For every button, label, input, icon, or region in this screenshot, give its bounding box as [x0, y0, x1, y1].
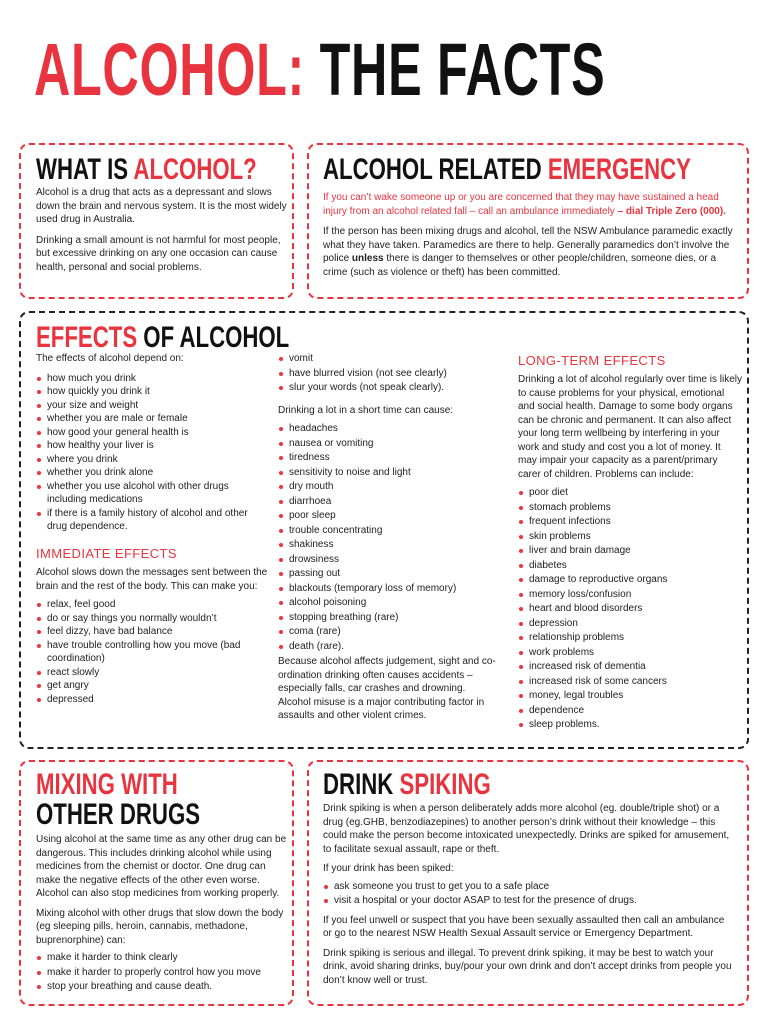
list-item: get angry — [36, 679, 268, 693]
list-item: whether you are male or female — [36, 412, 268, 426]
list-item: slur your words (not speak clearly). — [278, 381, 500, 396]
list-item: diabetes — [518, 559, 742, 574]
list-item: make it harder to properly control how you move — [36, 966, 290, 981]
list-item: diarrhoea — [278, 495, 500, 510]
list-item: how quickly you drink it — [36, 385, 268, 399]
mixing-para-1: Using alcohol at the same time as any other drug can be dangerous. This includes drinking alcohol while using medicines from the chemist or doctor. One drug can make the negative effects of the other even worse. Alcohol can also stop medicines from working properly. — [36, 834, 287, 899]
list-item: depression — [518, 617, 742, 632]
mixing-para-2: Mixing alcohol with other drugs that slow down the body (eg sleeping pills, heroin, cannabis, methadone, buprenorphine) can: — [36, 907, 284, 946]
immediate-effects-text — [36, 566, 268, 712]
what-is-para-2: Drinking a small amount is not harmful for most people, but excessive drinking on any one occasion can cause health, personal and social problems. — [36, 234, 281, 273]
what-is-alcohol-heading: WHAT IS ALCOHOL? — [36, 153, 257, 186]
spiking-list — [323, 880, 735, 909]
list-item: skin problems — [518, 530, 742, 545]
list-item: make it harder to think clearly — [36, 951, 290, 966]
list-item: frequent infections — [518, 515, 742, 530]
immediate-effects-heading: IMMEDIATE EFFECTS — [36, 546, 177, 561]
spiking-para-2: If your drink has been spiked: — [323, 863, 454, 874]
list-item: dry mouth — [278, 480, 500, 495]
list-item: tiredness — [278, 451, 500, 466]
list-item: poor diet — [518, 486, 742, 501]
title-part-2: THE FACTS — [319, 28, 606, 111]
list-item: whether you use alcohol with other drugs including medications — [36, 480, 268, 507]
list-item: have trouble controlling how you move (bad coordination) — [36, 639, 268, 666]
immediate-list — [36, 598, 268, 706]
long-term-list — [518, 486, 742, 733]
page-title — [34, 30, 605, 110]
list-item: damage to reproductive organs — [518, 573, 742, 588]
depend-on-list — [36, 372, 268, 534]
emergency-text — [323, 191, 733, 286]
spiking-para-1: Drink spiking is when a person deliberately adds more alcohol (eg. double/triple shot) or a drug (eg.GHB, benzodiazepines) to another person’s drink without their knowledge – this could make the person become intoxicated unexpectedly. Drinks are spiked for amusement, to facilitate sexual assault, rape or theft. — [323, 803, 730, 855]
drink-spiking-heading: DRINK SPIKING — [323, 768, 491, 801]
list-item: headaches — [278, 422, 500, 437]
list-item: depressed — [36, 693, 268, 707]
immediate-continued-list — [278, 352, 500, 396]
list-item: your size and weight — [36, 399, 268, 413]
list-item: where you drink — [36, 453, 268, 467]
emergency-alert: If you can’t wake someone up or you are concerned that they may have sustained a head injury from an alcohol related fall – call an ambulance immediately – dial Triple Zero (000). — [323, 192, 726, 217]
short-time-intro: Drinking a lot in a short time can cause: — [278, 404, 454, 416]
long-term-intro: Drinking a lot of alcohol regularly over time is likely to cause problems for your physical, emotional and social health. Damage to some body organs can be chronic and permanent. It can also affect your long term wellbeing by interfering in your work and study and cost you a lot of money. It may impair your capacity as a parent/primary carer of children. Problems can include: — [518, 374, 742, 480]
judgement-text: Because alcohol affects judgement, sight and co-ordination drinking often causes accidents – especially falls, car crashes and drowning. Alcohol misuse is a major contributing factor in assaults and other violent crimes. — [278, 656, 496, 721]
list-item: alcohol poisoning — [278, 596, 500, 611]
list-item: have blurred vision (not see clearly) — [278, 367, 500, 382]
effects-intro: The effects of alcohol depend on: — [36, 353, 184, 364]
list-item: work problems — [518, 646, 742, 661]
list-item: money, legal troubles — [518, 689, 742, 704]
list-item: how good your general health is — [36, 426, 268, 440]
list-item: drowsiness — [278, 553, 500, 568]
title-part-1: ALCOHOL: — [34, 28, 305, 111]
list-item: visit a hospital or your doctor ASAP to test for the presence of drugs. — [323, 894, 735, 909]
list-item: sensitivity to noise and light — [278, 466, 500, 481]
mixing-text — [36, 833, 290, 1001]
list-item: passing out — [278, 567, 500, 582]
list-item: if there is a family history of alcohol and other drug dependence. — [36, 507, 268, 534]
effects-column-1 — [36, 352, 268, 540]
effects-heading: EFFECTS OF ALCOHOL — [36, 321, 290, 354]
mixing-heading-line-2: OTHER DRUGS — [36, 798, 201, 831]
short-time-list — [278, 422, 500, 654]
list-item: how much you drink — [36, 372, 268, 386]
list-item: shakiness — [278, 538, 500, 553]
list-item: nausea or vomiting — [278, 437, 500, 452]
emergency-number: – dial Triple Zero (000). — [617, 205, 726, 217]
list-item: stopping breathing (rare) — [278, 611, 500, 626]
mixing-list — [36, 951, 290, 995]
what-is-para-1: Alcohol is a drug that acts as a depressant and slows down the brain and nervous system. It is the most widely used drug in Australia. — [36, 187, 287, 225]
spiking-para-3: If you feel unwell or suspect that you have been sexually assaulted then call an ambulance or go to the nearest NSW Health Sexual Assault service or Emergency Department. — [323, 914, 725, 939]
effects-column-2 — [278, 352, 500, 730]
list-item: memory loss/confusion — [518, 588, 742, 603]
list-item: whether you drink alone — [36, 466, 268, 480]
immediate-intro: Alcohol slows down the messages sent between the brain and the rest of the body. This can make you: — [36, 567, 268, 592]
list-item: do or say things you normally wouldn’t — [36, 612, 268, 626]
list-item: relationship problems — [518, 631, 742, 646]
list-item: liver and brain damage — [518, 544, 742, 559]
what-is-alcohol-text — [36, 186, 288, 281]
list-item: ask someone you trust to get you to a safe place — [323, 880, 735, 895]
list-item: heart and blood disorders — [518, 602, 742, 617]
list-item: stomach problems — [518, 501, 742, 516]
list-item: trouble concentrating — [278, 524, 500, 539]
list-item: blackouts (temporary loss of memory) — [278, 582, 500, 597]
list-item: sleep problems. — [518, 718, 742, 733]
emergency-heading: ALCOHOL RELATED EMERGENCY — [323, 153, 691, 186]
list-item: how healthy your liver is — [36, 439, 268, 453]
list-item: stop your breathing and cause death. — [36, 980, 290, 995]
effects-column-3 — [518, 373, 742, 739]
list-item: vomit — [278, 352, 500, 367]
list-item: react slowly — [36, 666, 268, 680]
long-term-effects-heading: LONG-TERM EFFECTS — [518, 353, 666, 368]
list-item: death (rare). — [278, 640, 500, 655]
list-item: increased risk of some cancers — [518, 675, 742, 690]
spiking-para-4: Drink spiking is serious and illegal. To prevent drink spiking, it may be best to watch your drink, avoid sharing drinks, buy/pour your own drink and don’t accept drinks from people you don’t know well or trust. — [323, 947, 732, 986]
list-item: dependence — [518, 704, 742, 719]
emergency-body: If the person has been mixing drugs and alcohol, tell the NSW Ambulance paramedic exactly what they have taken. Paramedics are there to help. Generally paramedics don’t involve the police unless there is danger to themselves or other people/children, someone dies, or a crime (such as violence or theft) has been committed. — [323, 226, 733, 278]
drink-spiking-text — [323, 802, 735, 987]
list-item: poor sleep — [278, 509, 500, 524]
list-item: coma (rare) — [278, 625, 500, 640]
list-item: increased risk of dementia — [518, 660, 742, 675]
list-item: feel dizzy, have bad balance — [36, 625, 268, 639]
mixing-heading-line-1: MIXING WITH — [36, 768, 178, 801]
list-item: relax, feel good — [36, 598, 268, 612]
